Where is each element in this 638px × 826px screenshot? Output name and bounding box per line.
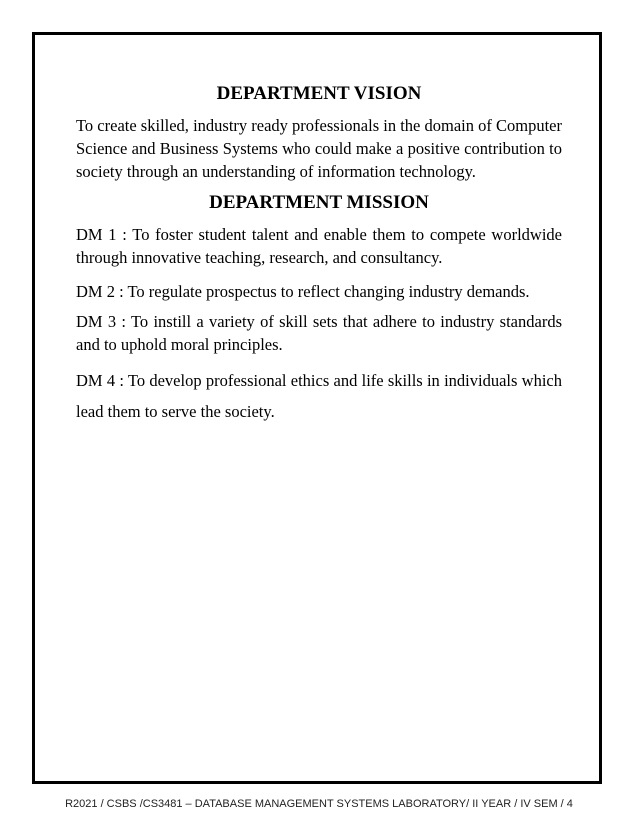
mission-heading: DEPARTMENT MISSION — [209, 192, 429, 213]
vision-statement: To create skilled, industry ready professionals in the domain of Computer Science and Business Systems who could make a positive contribution to society through an understanding of information technology. — [76, 116, 562, 181]
mission-item-dm3: DM 3 : To instill a variety of skill sets that adhere to industry standards and to uphold moral principles. — [76, 312, 562, 354]
mission-item-dm4: DM 4 : To develop professional ethics and life skills in individuals which lead them to serve the society. — [76, 371, 562, 421]
mission-item-dm1: DM 1 : To foster student talent and enable them to compete worldwide through innovative teaching, research, and consultancy. — [76, 225, 562, 267]
vision-heading: DEPARTMENT VISION — [216, 83, 422, 104]
page-footer: R2021 / CSBS /CS3481 – DATABASE MANAGEMENT SYSTEMS LABORATORY/ II YEAR / IV SEM / 4 — [65, 798, 573, 810]
mission-item-dm2: DM 2 : To regulate prospectus to reflect changing industry demands. — [76, 282, 530, 301]
